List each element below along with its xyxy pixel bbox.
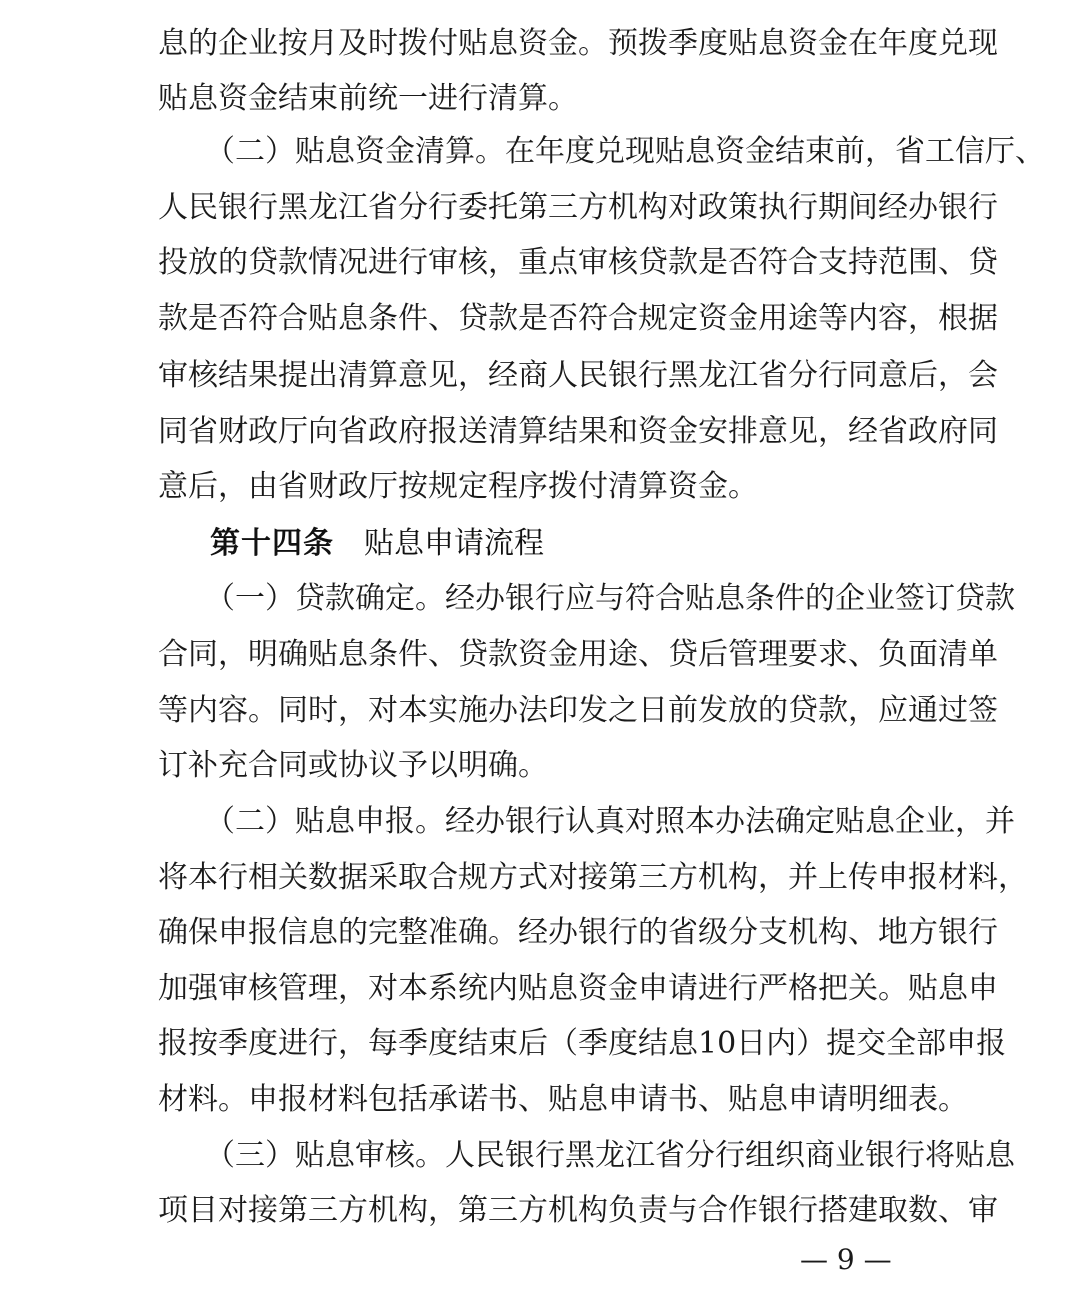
- body-text-line: 款是否符合贴息条件、贷款是否符合规定资金用途等内容，根据: [158, 301, 998, 336]
- body-text-line: 将本行相关数据采取合规方式对接第三方机构，并上传申报材料，: [158, 860, 1028, 895]
- body-text-line: 报按季度进行，每季度结束后（季度结息10日内）提交全部申报: [158, 1026, 1007, 1061]
- body-text-line: 确保申报信息的完整准确。经办银行的省级分支机构、地方银行: [158, 915, 998, 950]
- paragraph-first-line: （二）贴息申报。经办银行认真对照本办法确定贴息企业，并: [205, 804, 1015, 839]
- body-text-line: 审核结果提出清算意见，经商人民银行黑龙江省分行同意后，会: [158, 358, 998, 393]
- body-text-line: 合同，明确贴息条件、贷款资金用途、贷后管理要求、负面清单: [158, 637, 998, 672]
- paragraph-first-line: （二）贴息资金清算。在年度兑现贴息资金结束前，省工信厅、: [205, 134, 1045, 169]
- body-text-line: 加强审核管理，对本系统内贴息资金申请进行严格把关。贴息申: [158, 971, 998, 1006]
- body-text-line: 贴息资金结束前统一进行清算。: [158, 81, 578, 116]
- article-title: 贴息申请流程: [364, 526, 544, 561]
- body-text-line: 项目对接第三方机构，第三方机构负责与合作银行搭建取数、审: [158, 1193, 998, 1228]
- body-text-line: 等内容。同时，对本实施办法印发之日前发放的贷款，应通过签: [158, 693, 998, 728]
- body-text-line: 意后，由省财政厅按规定程序拨付清算资金。: [158, 469, 758, 504]
- article-heading: [210, 522, 544, 566]
- body-text-line: 息的企业按月及时拨付贴息资金。预拨季度贴息资金在年度兑现: [158, 26, 998, 61]
- body-text-line: 材料。申报材料包括承诺书、贴息申请书、贴息申请明细表。: [158, 1082, 968, 1117]
- page-number: — 9 —: [800, 1243, 892, 1276]
- article-number: 第十四条: [210, 526, 334, 561]
- body-text-line: 订补充合同或协议予以明确。: [158, 748, 548, 783]
- body-text-line: 投放的贷款情况进行审核，重点审核贷款是否符合支持范围、贷: [158, 245, 998, 280]
- paragraph-first-line: （一）贷款确定。经办银行应与符合贴息条件的企业签订贷款: [205, 581, 1015, 616]
- body-text-line: 人民银行黑龙江省分行委托第三方机构对政策执行期间经办银行: [158, 190, 998, 225]
- paragraph-first-line: （三）贴息审核。人民银行黑龙江省分行组织商业银行将贴息: [205, 1138, 1015, 1173]
- body-text-line: 同省财政厅向省政府报送清算结果和资金安排意见，经省政府同: [158, 414, 998, 449]
